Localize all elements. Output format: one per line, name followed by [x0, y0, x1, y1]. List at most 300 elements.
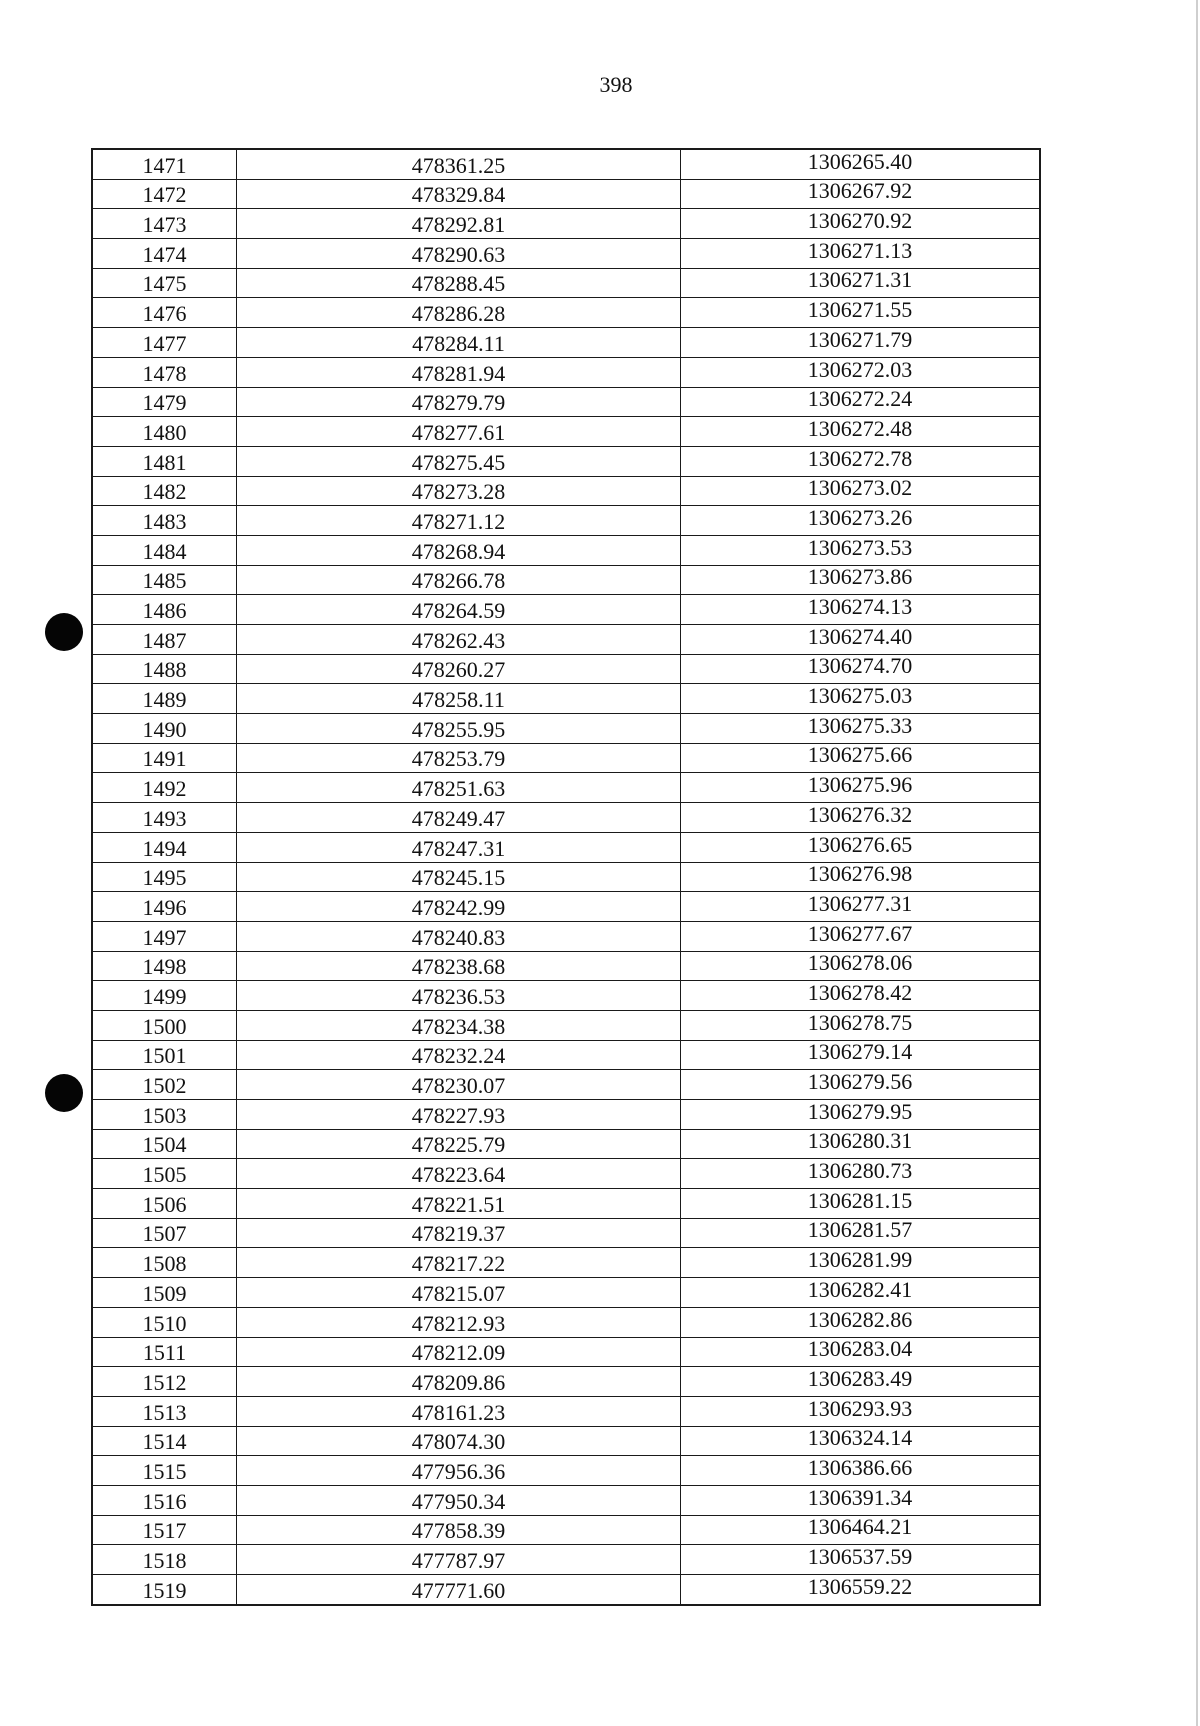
y-coordinate-cell-text: 1306277.67: [807, 921, 913, 946]
y-coordinate-cell-text: 1306281.15: [807, 1188, 913, 1213]
y-coordinate-cell: [681, 1218, 1041, 1248]
y-coordinate-cell: [681, 1248, 1041, 1278]
x-coordinate-cell: [237, 1367, 681, 1397]
x-coordinate-cell: [237, 743, 681, 773]
x-coordinate-cell: [237, 417, 681, 447]
table-row: [92, 1396, 1040, 1426]
y-coordinate-cell: [681, 506, 1041, 536]
point-id-cell: [92, 743, 237, 773]
point-id-cell-text: 1501: [142, 1043, 187, 1069]
y-coordinate-cell-text: 1306272.78: [807, 446, 913, 471]
x-coordinate-cell-text: 478209.86: [411, 1369, 506, 1395]
point-id-cell: [92, 803, 237, 833]
point-id-cell: [92, 714, 237, 744]
x-coordinate-cell-text: 478281.94: [411, 360, 506, 386]
y-coordinate-cell: [681, 1129, 1041, 1159]
table-row: [92, 1040, 1040, 1070]
table-row: [92, 803, 1040, 833]
x-coordinate-cell: [237, 1070, 681, 1100]
x-coordinate-cell: [237, 1485, 681, 1515]
point-id-cell-text: 1475: [142, 271, 187, 297]
x-coordinate-cell: [237, 1010, 681, 1040]
y-coordinate-cell: [681, 476, 1041, 506]
coordinate-table: [91, 148, 1041, 1606]
table-row: [92, 1278, 1040, 1308]
x-coordinate-cell-text: 478271.12: [411, 508, 506, 534]
point-id-cell-text: 1484: [142, 538, 187, 564]
point-id-cell: [92, 1575, 237, 1605]
x-coordinate-cell-text: 478361.25: [411, 152, 506, 178]
point-id-cell-text: 1480: [142, 419, 187, 445]
x-coordinate-cell: [237, 239, 681, 269]
punch-hole-bottom: [45, 1074, 83, 1112]
x-coordinate-cell: [237, 1515, 681, 1545]
x-coordinate-cell: [237, 625, 681, 655]
y-coordinate-cell-text: 1306270.92: [807, 208, 913, 234]
table-row: [92, 565, 1040, 595]
point-id-cell-text: 1509: [142, 1280, 187, 1306]
page-edge: [1196, 0, 1198, 1726]
x-coordinate-cell-text: 477956.36: [411, 1458, 506, 1484]
point-id-cell-text: 1515: [142, 1458, 187, 1484]
y-coordinate-cell: [681, 773, 1041, 803]
point-id-cell-text: 1517: [142, 1518, 187, 1544]
x-coordinate-cell-text: 477950.34: [411, 1488, 506, 1514]
point-id-cell: [92, 862, 237, 892]
point-id-cell: [92, 239, 237, 269]
y-coordinate-cell-text: 1306273.86: [807, 565, 913, 590]
point-id-cell: [92, 625, 237, 655]
point-id-cell: [92, 1129, 237, 1159]
x-coordinate-cell-text: 478253.79: [411, 746, 506, 772]
table-row: [92, 1100, 1040, 1130]
x-coordinate-cell-text: 478238.68: [411, 954, 506, 980]
point-id-cell-text: 1513: [142, 1399, 187, 1425]
point-id-cell: [92, 1396, 237, 1426]
y-coordinate-cell-text: 1306272.24: [807, 387, 913, 412]
y-coordinate-cell: [681, 1307, 1041, 1337]
y-coordinate-cell: [681, 595, 1041, 625]
y-coordinate-cell: [681, 565, 1041, 595]
table-row: [92, 921, 1040, 951]
point-id-cell-text: 1473: [142, 212, 187, 238]
point-id-cell-text: 1471: [142, 152, 187, 178]
point-id-cell-text: 1494: [142, 835, 187, 861]
table-row: [92, 892, 1040, 922]
point-id-cell: [92, 684, 237, 714]
x-coordinate-cell-text: 478277.61: [411, 419, 506, 445]
x-coordinate-cell: [237, 1189, 681, 1219]
y-coordinate-cell: [681, 1485, 1041, 1515]
x-coordinate-cell: [237, 357, 681, 387]
y-coordinate-cell-text: 1306271.31: [807, 268, 913, 293]
x-coordinate-cell: [237, 1248, 681, 1278]
x-coordinate-cell: [237, 387, 681, 417]
point-id-cell-text: 1486: [142, 598, 187, 623]
y-coordinate-cell-text: 1306324.14: [807, 1426, 913, 1451]
y-coordinate-cell-text: 1306276.65: [807, 832, 913, 857]
x-coordinate-cell-text: 478212.09: [411, 1340, 506, 1366]
point-id-cell: [92, 892, 237, 922]
table-row: [92, 1307, 1040, 1337]
point-id-cell: [92, 654, 237, 684]
x-coordinate-cell: [237, 565, 681, 595]
table-row: [92, 1575, 1040, 1605]
y-coordinate-cell: [681, 357, 1041, 387]
point-id-cell: [92, 179, 237, 209]
y-coordinate-cell: [681, 328, 1041, 358]
x-coordinate-cell-text: 478275.45: [411, 449, 506, 475]
x-coordinate-cell: [237, 328, 681, 358]
point-id-cell: [92, 1307, 237, 1337]
point-id-cell: [92, 298, 237, 328]
y-coordinate-cell: [681, 387, 1041, 417]
x-coordinate-cell-text: 478221.51: [411, 1191, 506, 1217]
y-coordinate-cell: [681, 1337, 1041, 1367]
x-coordinate-cell: [237, 981, 681, 1011]
point-id-cell-text: 1497: [142, 924, 187, 950]
x-coordinate-cell: [237, 714, 681, 744]
x-coordinate-cell-text: 478240.83: [411, 924, 506, 950]
point-id-cell-text: 1499: [142, 983, 187, 1009]
y-coordinate-cell-text: 1306282.41: [807, 1277, 913, 1302]
table-row: [92, 1248, 1040, 1278]
table-row: [92, 1129, 1040, 1159]
x-coordinate-cell-text: 478292.81: [411, 212, 506, 238]
x-coordinate-cell: [237, 149, 681, 179]
x-coordinate-cell-text: 478232.24: [411, 1043, 506, 1069]
x-coordinate-cell: [237, 684, 681, 714]
table-row: [92, 951, 1040, 981]
table-row: [92, 1367, 1040, 1397]
coordinate-table-body: [92, 149, 1040, 1605]
y-coordinate-cell-text: 1306276.98: [807, 862, 913, 887]
x-coordinate-cell-text: 478266.78: [411, 568, 506, 594]
x-coordinate-cell: [237, 506, 681, 536]
table-row: [92, 298, 1040, 328]
x-coordinate-cell-text: 478242.99: [411, 894, 506, 920]
point-id-cell-text: 1483: [142, 508, 187, 534]
y-coordinate-cell-text: 1306537.59: [807, 1544, 913, 1569]
point-id-cell-text: 1505: [142, 1162, 187, 1188]
x-coordinate-cell: [237, 1545, 681, 1575]
y-coordinate-cell-text: 1306277.31: [807, 891, 913, 916]
table-row: [92, 1189, 1040, 1219]
y-coordinate-cell: [681, 1515, 1041, 1545]
x-coordinate-cell: [237, 1396, 681, 1426]
y-coordinate-cell-text: 1306271.55: [807, 297, 913, 323]
x-coordinate-cell-text: 477771.60: [411, 1577, 506, 1603]
point-id-cell-text: 1490: [142, 716, 187, 742]
x-coordinate-cell: [237, 535, 681, 565]
y-coordinate-cell-text: 1306273.26: [807, 505, 913, 530]
table-row: [92, 981, 1040, 1011]
x-coordinate-cell: [237, 832, 681, 862]
y-coordinate-cell: [681, 1040, 1041, 1070]
y-coordinate-cell: [681, 535, 1041, 565]
point-id-cell-text: 1493: [142, 805, 187, 831]
point-id-cell-text: 1487: [142, 627, 187, 653]
y-coordinate-cell-text: 1306278.06: [807, 951, 913, 976]
x-coordinate-cell-text: 478262.43: [411, 627, 506, 653]
y-coordinate-cell-text: 1306464.21: [807, 1515, 913, 1540]
point-id-cell-text: 1472: [142, 182, 187, 208]
point-id-cell: [92, 1485, 237, 1515]
x-coordinate-cell-text: 478284.11: [412, 330, 505, 356]
x-coordinate-cell-text: 478264.59: [411, 598, 506, 623]
x-coordinate-cell-text: 478236.53: [411, 983, 506, 1009]
y-coordinate-cell-text: 1306274.13: [807, 594, 913, 619]
point-id-cell-text: 1477: [142, 330, 187, 356]
y-coordinate-cell: [681, 1367, 1041, 1397]
y-coordinate-cell: [681, 268, 1041, 298]
x-coordinate-cell-text: 478223.64: [411, 1162, 506, 1188]
y-coordinate-cell-text: 1306279.95: [807, 1099, 913, 1124]
x-coordinate-cell-text: 478245.15: [411, 865, 506, 891]
x-coordinate-cell: [237, 1129, 681, 1159]
x-coordinate-cell: [237, 1159, 681, 1189]
x-coordinate-cell-text: 478217.22: [411, 1251, 506, 1277]
y-coordinate-cell-text: 1306282.86: [807, 1307, 913, 1332]
table-row: [92, 714, 1040, 744]
table-row: [92, 209, 1040, 239]
x-coordinate-cell: [237, 446, 681, 476]
y-coordinate-cell: [681, 743, 1041, 773]
x-coordinate-cell: [237, 1337, 681, 1367]
point-id-cell: [92, 1159, 237, 1189]
y-coordinate-cell: [681, 832, 1041, 862]
y-coordinate-cell-text: 1306276.32: [807, 802, 913, 827]
x-coordinate-cell: [237, 1278, 681, 1308]
point-id-cell: [92, 417, 237, 447]
table-row: [92, 179, 1040, 209]
table-row: [92, 595, 1040, 625]
y-coordinate-cell: [681, 1159, 1041, 1189]
y-coordinate-cell: [681, 1278, 1041, 1308]
table-row: [92, 149, 1040, 179]
point-id-cell: [92, 506, 237, 536]
x-coordinate-cell-text: 478290.63: [411, 241, 506, 267]
x-coordinate-cell: [237, 595, 681, 625]
x-coordinate-cell: [237, 476, 681, 506]
point-id-cell: [92, 921, 237, 951]
point-id-cell: [92, 1278, 237, 1308]
point-id-cell: [92, 565, 237, 595]
x-coordinate-cell: [237, 179, 681, 209]
table-row: [92, 1218, 1040, 1248]
point-id-cell: [92, 446, 237, 476]
y-coordinate-cell: [681, 1189, 1041, 1219]
point-id-cell: [92, 1010, 237, 1040]
point-id-cell: [92, 832, 237, 862]
table-row: [92, 1070, 1040, 1100]
y-coordinate-cell-text: 1306273.02: [807, 476, 913, 501]
point-id-cell: [92, 1367, 237, 1397]
point-id-cell-text: 1506: [142, 1191, 187, 1217]
x-coordinate-cell: [237, 1307, 681, 1337]
x-coordinate-cell-text: 478234.38: [411, 1013, 506, 1039]
y-coordinate-cell: [681, 862, 1041, 892]
y-coordinate-cell: [681, 803, 1041, 833]
table-row: [92, 535, 1040, 565]
table-row: [92, 1337, 1040, 1367]
y-coordinate-cell-text: 1306274.70: [807, 654, 913, 679]
x-coordinate-cell: [237, 1218, 681, 1248]
point-id-cell-text: 1502: [142, 1073, 187, 1098]
y-coordinate-cell: [681, 417, 1041, 447]
y-coordinate-cell-text: 1306272.03: [807, 357, 913, 382]
point-id-cell: [92, 1248, 237, 1278]
point-id-cell: [92, 1040, 237, 1070]
y-coordinate-cell: [681, 298, 1041, 328]
y-coordinate-cell-text: 1306279.56: [807, 1069, 913, 1094]
point-id-cell: [92, 595, 237, 625]
point-id-cell-text: 1507: [142, 1221, 187, 1247]
point-id-cell-text: 1491: [142, 746, 187, 772]
point-id-cell-text: 1485: [142, 568, 187, 594]
table-row: [92, 446, 1040, 476]
y-coordinate-cell: [681, 981, 1041, 1011]
table-row: [92, 832, 1040, 862]
y-coordinate-cell: [681, 149, 1041, 179]
page-number: 398: [599, 72, 633, 97]
x-coordinate-cell: [237, 773, 681, 803]
point-id-cell: [92, 1456, 237, 1486]
point-id-cell-text: 1516: [142, 1488, 187, 1514]
x-coordinate-cell-text: 478161.23: [411, 1399, 506, 1425]
x-coordinate-cell-text: 478225.79: [411, 1132, 506, 1158]
x-coordinate-cell-text: 478255.95: [411, 716, 506, 742]
table-row: [92, 862, 1040, 892]
table-row: [92, 654, 1040, 684]
y-coordinate-cell: [681, 892, 1041, 922]
x-coordinate-cell-text: 478074.30: [411, 1429, 506, 1455]
table-row: [92, 1545, 1040, 1575]
x-coordinate-cell-text: 478219.37: [411, 1221, 506, 1247]
y-coordinate-cell: [681, 179, 1041, 209]
point-id-cell: [92, 149, 237, 179]
y-coordinate-cell: [681, 209, 1041, 239]
table-row: [92, 1426, 1040, 1456]
point-id-cell-text: 1489: [142, 687, 187, 713]
point-id-cell-text: 1482: [142, 479, 187, 505]
point-id-cell: [92, 328, 237, 358]
x-coordinate-cell-text: 477787.97: [411, 1548, 506, 1573]
x-coordinate-cell-text: 477858.39: [411, 1518, 506, 1544]
y-coordinate-cell-text: 1306280.31: [807, 1129, 913, 1154]
y-coordinate-cell-text: 1306272.48: [807, 416, 913, 441]
point-id-cell: [92, 1545, 237, 1575]
point-id-cell: [92, 981, 237, 1011]
point-id-cell-text: 1518: [142, 1548, 187, 1573]
y-coordinate-cell-text: 1306559.22: [807, 1574, 913, 1599]
y-coordinate-cell-text: 1306283.04: [807, 1337, 913, 1362]
point-id-cell: [92, 1100, 237, 1130]
y-coordinate-cell-text: 1306391.34: [807, 1485, 913, 1510]
point-id-cell-text: 1511: [142, 1340, 187, 1366]
x-coordinate-cell: [237, 268, 681, 298]
table-row: [92, 417, 1040, 447]
table-row: [92, 1515, 1040, 1545]
point-id-cell: [92, 951, 237, 981]
point-id-cell-text: 1498: [142, 954, 187, 980]
point-id-cell-text: 1519: [142, 1577, 187, 1603]
point-id-cell-text: 1510: [142, 1310, 187, 1336]
point-id-cell: [92, 268, 237, 298]
y-coordinate-cell: [681, 239, 1041, 269]
y-coordinate-cell: [681, 1396, 1041, 1426]
point-id-cell-text: 1503: [142, 1102, 187, 1128]
table-row: [92, 1010, 1040, 1040]
x-coordinate-cell-text: 478251.63: [411, 776, 506, 802]
y-coordinate-cell-text: 1306281.57: [807, 1218, 913, 1243]
table-row: [92, 625, 1040, 655]
y-coordinate-cell-text: 1306274.40: [807, 624, 913, 649]
table-row: [92, 684, 1040, 714]
y-coordinate-cell-text: 1306275.96: [807, 772, 913, 798]
table-row: [92, 1456, 1040, 1486]
y-coordinate-cell-text: 1306267.92: [807, 179, 913, 204]
x-coordinate-cell: [237, 892, 681, 922]
y-coordinate-cell-text: 1306278.75: [807, 1010, 913, 1035]
point-id-cell: [92, 773, 237, 803]
table-row: [92, 328, 1040, 358]
y-coordinate-cell-text: 1306271.79: [807, 327, 913, 352]
x-coordinate-cell-text: 478268.94: [411, 538, 506, 564]
x-coordinate-cell: [237, 1575, 681, 1605]
table-row: [92, 1159, 1040, 1189]
point-id-cell-text: 1500: [142, 1013, 187, 1039]
point-id-cell: [92, 1218, 237, 1248]
y-coordinate-cell: [681, 951, 1041, 981]
point-id-cell-text: 1481: [142, 449, 187, 475]
y-coordinate-cell: [681, 625, 1041, 655]
y-coordinate-cell: [681, 1456, 1041, 1486]
x-coordinate-cell: [237, 803, 681, 833]
y-coordinate-cell-text: 1306273.53: [807, 535, 913, 560]
x-coordinate-cell: [237, 654, 681, 684]
y-coordinate-cell-text: 1306275.66: [807, 743, 913, 768]
table-row: [92, 773, 1040, 803]
point-id-cell: [92, 1426, 237, 1456]
point-id-cell: [92, 1070, 237, 1100]
point-id-cell-text: 1479: [142, 390, 187, 416]
table-row: [92, 387, 1040, 417]
x-coordinate-cell-text: 478279.79: [411, 390, 506, 416]
x-coordinate-cell: [237, 298, 681, 328]
table-row: [92, 476, 1040, 506]
y-coordinate-cell-text: 1306275.33: [807, 713, 913, 738]
y-coordinate-cell-text: 1306280.73: [807, 1158, 913, 1184]
y-coordinate-cell-text: 1306386.66: [807, 1455, 913, 1480]
table-row: [92, 268, 1040, 298]
y-coordinate-cell-text: 1306281.99: [807, 1247, 913, 1273]
y-coordinate-cell-text: 1306278.42: [807, 980, 913, 1005]
point-id-cell-text: 1476: [142, 301, 187, 327]
x-coordinate-cell-text: 478249.47: [411, 805, 506, 831]
y-coordinate-cell-text: 1306293.93: [807, 1396, 913, 1421]
point-id-cell: [92, 387, 237, 417]
y-coordinate-cell: [681, 1545, 1041, 1575]
y-coordinate-cell: [681, 446, 1041, 476]
y-coordinate-cell: [681, 714, 1041, 744]
point-id-cell-text: 1504: [142, 1132, 187, 1158]
point-id-cell-text: 1514: [142, 1429, 187, 1455]
point-id-cell-text: 1508: [142, 1251, 187, 1277]
x-coordinate-cell: [237, 862, 681, 892]
y-coordinate-cell: [681, 921, 1041, 951]
x-coordinate-cell-text: 478247.31: [411, 835, 506, 861]
